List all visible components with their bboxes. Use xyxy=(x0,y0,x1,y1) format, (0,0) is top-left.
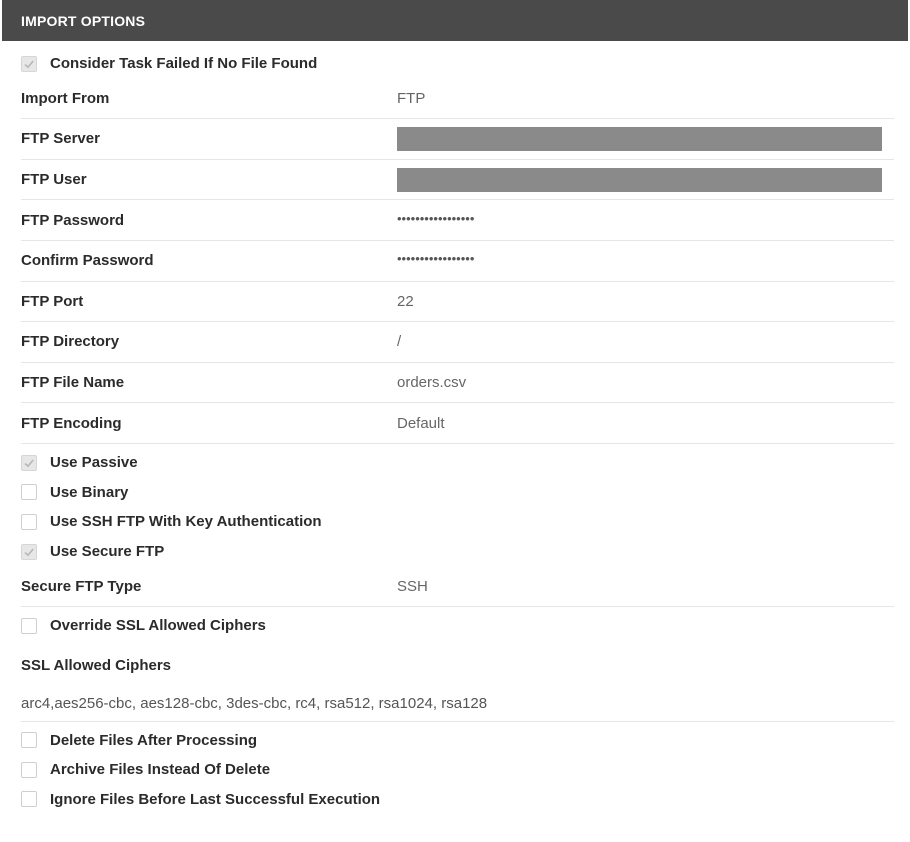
ftp-directory-label: FTP Directory xyxy=(21,333,120,351)
fail-no-file-label: Consider Task Failed If No File Found xyxy=(50,55,318,73)
use-passive-checkbox[interactable] xyxy=(21,455,37,471)
ftp-password-value: ••••••••••••••••• xyxy=(397,210,475,226)
ftp-password-label: FTP Password xyxy=(21,211,125,229)
option-use-ssh-key xyxy=(21,507,894,537)
field-secure-ftp-type xyxy=(21,566,894,607)
option-use-secure xyxy=(21,537,894,567)
field-import-from xyxy=(21,79,894,120)
check-icon xyxy=(23,457,35,469)
check-icon xyxy=(23,58,35,70)
field-ftp-directory xyxy=(21,322,894,363)
option-fail-no-file xyxy=(21,49,894,79)
import-options-panel xyxy=(2,0,908,814)
ftp-file-name-input[interactable]: orders.csv xyxy=(397,374,467,392)
ftp-server-input[interactable] xyxy=(397,127,894,151)
archive-files-label: Archive Files Instead Of Delete xyxy=(50,761,271,779)
delete-files-label: Delete Files After Processing xyxy=(50,731,258,749)
fail-no-file-checkbox[interactable] xyxy=(21,56,37,72)
ftp-user-label: FTP User xyxy=(21,171,87,189)
secure-ftp-type-select[interactable]: SSH xyxy=(397,577,428,595)
option-archive-files xyxy=(21,755,894,785)
ssl-ciphers-value: arc4,aes256-cbc, aes128-cbc, 3des-cbc, rc4, rsa512, rsa1024, rsa128 xyxy=(21,694,488,712)
redacted-block xyxy=(397,168,882,192)
option-override-ssl xyxy=(21,607,894,645)
ftp-server-label: FTP Server xyxy=(21,130,100,148)
ssl-ciphers-label: SSL Allowed Ciphers xyxy=(21,656,172,674)
ftp-file-name-label: FTP File Name xyxy=(21,374,125,392)
check-icon xyxy=(23,546,35,558)
confirm-password-input[interactable] xyxy=(397,253,894,268)
ftp-encoding-label: FTP Encoding xyxy=(21,414,122,432)
field-ftp-encoding xyxy=(21,403,894,444)
use-binary-label: Use Binary xyxy=(50,483,129,501)
panel-content xyxy=(2,49,908,814)
ftp-user-input[interactable] xyxy=(397,168,894,192)
confirm-password-value: ••••••••••••••••• xyxy=(397,251,475,267)
secure-ftp-type-label: Secure FTP Type xyxy=(21,577,142,595)
use-passive-label: Use Passive xyxy=(50,454,138,472)
use-ssh-key-checkbox[interactable] xyxy=(21,514,37,530)
field-ftp-password xyxy=(21,200,894,241)
option-use-passive xyxy=(21,448,894,478)
confirm-password-label: Confirm Password xyxy=(21,252,154,270)
delete-files-checkbox[interactable] xyxy=(21,732,37,748)
override-ssl-label: Override SSL Allowed Ciphers xyxy=(50,617,266,635)
option-use-binary xyxy=(21,478,894,508)
ignore-before-label: Ignore Files Before Last Successful Execution xyxy=(50,790,381,808)
override-ssl-checkbox[interactable] xyxy=(21,618,37,634)
redacted-block xyxy=(397,127,882,151)
field-ssl-ciphers xyxy=(21,645,894,686)
ssl-ciphers-input[interactable] xyxy=(21,686,894,722)
archive-files-checkbox[interactable] xyxy=(21,762,37,778)
use-secure-checkbox[interactable] xyxy=(21,544,37,560)
field-ftp-file-name xyxy=(21,363,894,404)
ftp-port-input[interactable]: 22 xyxy=(397,292,414,310)
ftp-password-input[interactable] xyxy=(397,210,894,228)
use-ssh-key-label: Use SSH FTP With Key Authentication xyxy=(50,513,322,531)
panel-title: IMPORT OPTIONS xyxy=(21,12,146,29)
ignore-before-checkbox[interactable] xyxy=(21,791,37,807)
ftp-encoding-select[interactable]: Default xyxy=(397,414,445,432)
ftp-port-label: FTP Port xyxy=(21,292,84,310)
field-confirm-password xyxy=(21,241,894,282)
field-ftp-port xyxy=(21,282,894,323)
import-from-value[interactable]: FTP xyxy=(397,89,426,107)
use-secure-label: Use Secure FTP xyxy=(50,543,165,561)
option-ignore-before xyxy=(21,785,894,815)
import-from-label: Import From xyxy=(21,89,110,107)
option-delete-files xyxy=(21,726,894,756)
panel-header xyxy=(2,0,908,41)
ftp-directory-input[interactable]: / xyxy=(397,333,402,351)
use-binary-checkbox[interactable] xyxy=(21,484,37,500)
field-ftp-user xyxy=(21,160,894,201)
field-ftp-server xyxy=(21,119,894,160)
